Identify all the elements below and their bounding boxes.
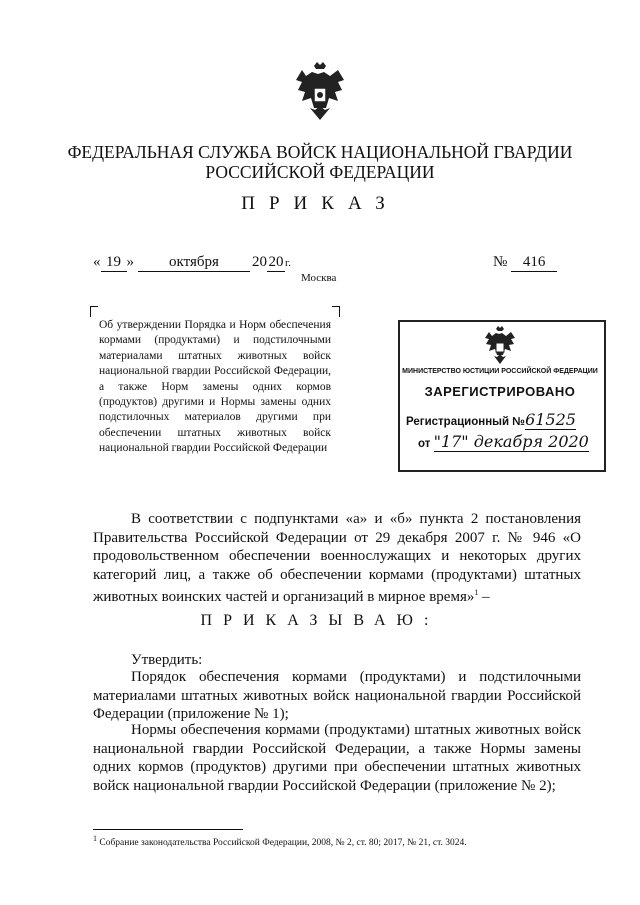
subject-bracket-right: [332, 306, 340, 317]
item-2: Нормы обеспечения кормами (продуктами) штатных животных войск национальной гвардии Российской Федерации, а также Нормы замены одних кормов (продуктов) другими при обеспечении штатных животных войск национальной гвардии Российской Федерации (приложение № 2);: [93, 722, 581, 794]
eagle-stamp-icon: [484, 326, 516, 364]
org-name-line1: ФЕДЕРАЛЬНАЯ СЛУЖБА ВОЙСК НАЦИОНАЛЬНОЙ ГВАРДИИ: [67, 142, 573, 162]
city: Москва: [301, 272, 337, 284]
date-day: « 19 »: [93, 254, 134, 270]
item-1: Порядок обеспечения кормами (продуктами) и подстилочными материалами штатных животных войск национальной гвардии Российской Федерации (приложение № 1);: [93, 669, 581, 723]
footnote-ref: 1: [474, 588, 479, 598]
footnote-divider: [93, 829, 243, 830]
org-name-line2: РОССИЙСКОЙ ФЕДЕРАЦИИ: [205, 162, 435, 182]
date-month: октября: [138, 254, 250, 272]
doc-title: ПРИКАЗ: [241, 193, 399, 214]
stamp-reg-number: Регистрационный №61525: [406, 410, 576, 429]
preamble: В соответствии с подпунктами «а» и «б» пункта 2 постановления Правительства Российской Федерации от 29 декабря 2007 г. № 946 «О продовольственном обеспечении военнослужащих и некоторых других категорий лиц, а также об обеспечении кормами (продуктами) штатных животных воинских частей и организаций в мирное время»$^1$ –: [93, 511, 581, 606]
order-word: ПРИКАЗЫВАЮ:: [200, 612, 440, 629]
footnote: $^1$ Собрание законодательства Российской Федерации, 2008, № 2, ст. 80; 2017, № 21, ст. 3024.: [93, 834, 467, 849]
stamp-ministry: МИНИСТЕРСТВО ЮСТИЦИИ РОССИЙСКОЙ ФЕДЕРАЦИИ: [402, 368, 598, 375]
stamp-reg-date: от "17" декабря 2020: [418, 432, 589, 451]
approve-label: Утвердить:: [131, 652, 203, 668]
subject-text: Об утверждении Порядка и Норм обеспечения кормами (продуктами) и подстилочными материалами штатных животных войск национальной гвардии Российской Федерации, а также Норм замены одних кормов (продуктов) другими и Нормы замены одних подстилочных материалов другими при обеспечении штатных животных войск национальной гвардии Российской Федерации: [99, 319, 331, 455]
stamp-registered: ЗАРЕГИСТРИРОВАНО: [424, 384, 576, 399]
subject-bracket-left: [90, 306, 98, 317]
date-year: 20 20 г.: [252, 254, 292, 270]
double-headed-eagle-icon: [294, 60, 346, 122]
order-number: № 416: [493, 254, 557, 272]
